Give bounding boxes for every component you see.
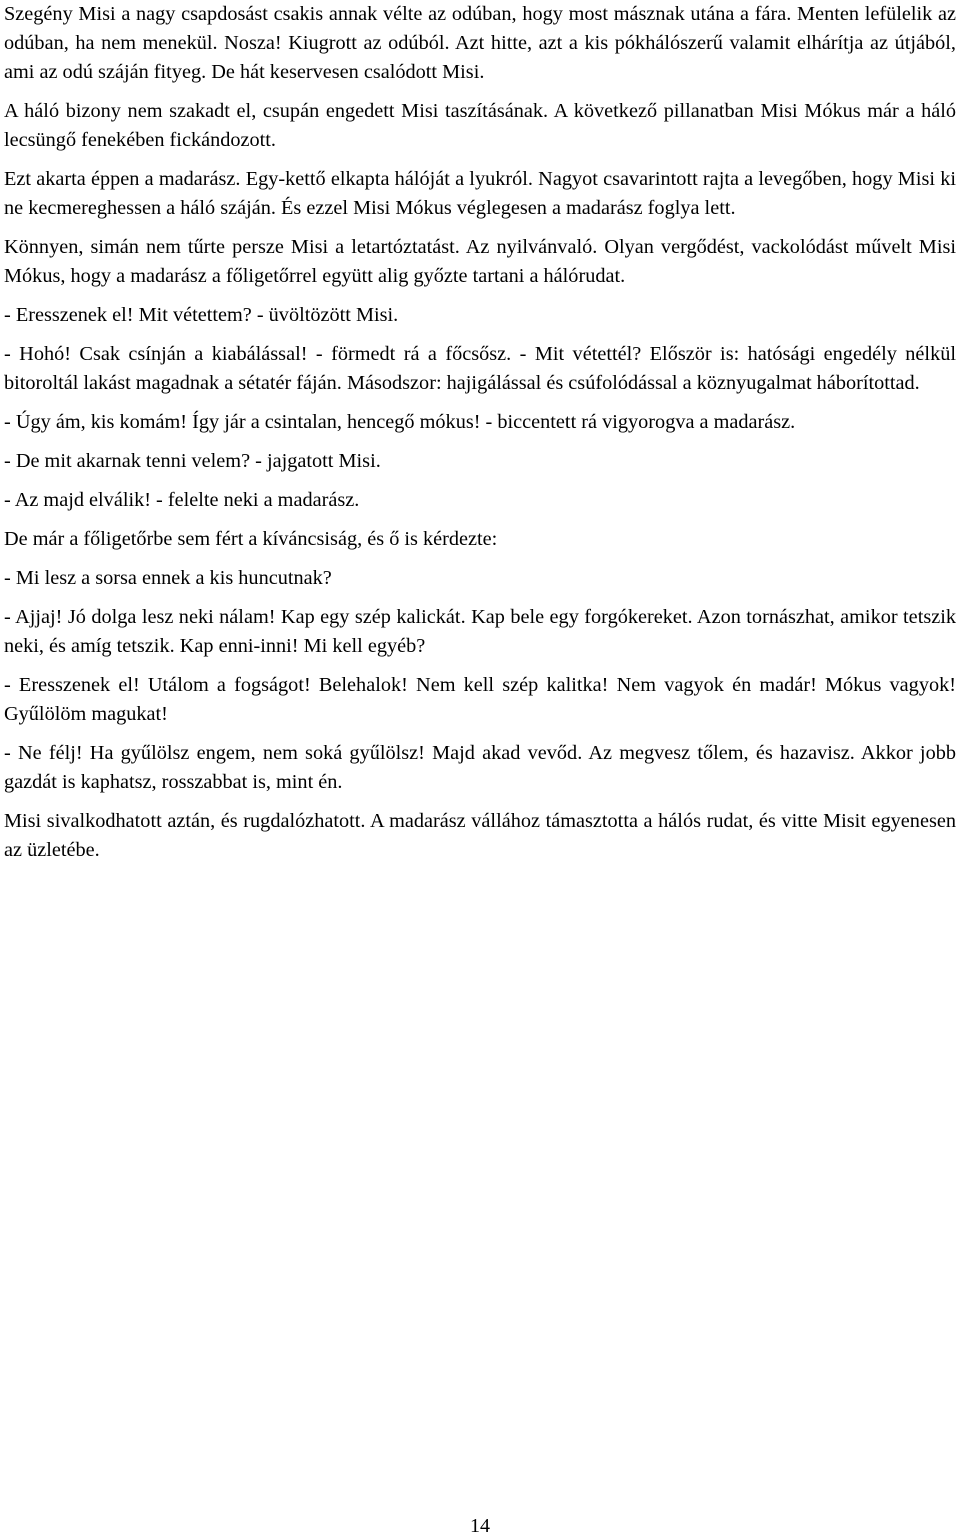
paragraph: Könnyen, simán nem tűrte persze Misi a letartóztatást. Az nyilvánvaló. Olyan vergődést, vackolódást művelt Misi Mókus, hogy a madarász a főligetőrrel együtt alig győzte tartani a hálórudat. xyxy=(4,236,956,287)
paragraph: - Mi lesz a sorsa ennek a kis huncutnak? xyxy=(4,567,332,589)
paragraph: De már a főligetőrbe sem fért a kíváncsiság, és ő is kérdezte: xyxy=(4,528,498,550)
paragraph: Szegény Misi a nagy csapdosást csakis annak vélte az odúban, hogy most másznak utána a fára. Menten lefülelik az odúban, ha nem menekül. Nosza! Kiugrott az odúból. Azt hitte, azt a kis pókhálószerű valamit elhárítja az útjából, ami az odú száján fityeg. De hát keservesen csalódott Misi. xyxy=(4,3,956,83)
paragraph: - Hohó! Csak csínján a kiabálással! - förmedt rá a főcsősz. - Mit vétettél? Először is: hatósági engedély nélkül bitoroltál lakást magadnak a sétatér fáján. Másodszor: hajigálással és csúfolódással a köznyugalmat háborítottad. xyxy=(4,343,956,394)
page-content xyxy=(4,0,956,875)
paragraph: - Eresszenek el! Mit vétettem? - üvöltözött Misi. xyxy=(4,304,399,326)
paragraph: - Úgy ám, kis komám! Így jár a csintalan, hencegő mókus! - biccentett rá vigyorogva a madarász. xyxy=(4,411,796,433)
paragraph: - Az majd elválik! - felelte neki a madarász. xyxy=(4,489,360,511)
paragraph: Misi sivalkodhatott aztán, és rugdalózhatott. A madarász vállához támasztotta a hálós rudat, és vitte Misit egyenesen az üzletébe. xyxy=(4,810,956,861)
paragraph: A háló bizony nem szakadt el, csupán engedett Misi taszításának. A következő pillanatban Misi Mókus már a háló lecsüngő fenekében fickándozott. xyxy=(4,100,956,151)
page-number: 14 xyxy=(470,1515,490,1537)
paragraph: - Ne félj! Ha gyűlölsz engem, nem soká gyűlölsz! Majd akad vevőd. Az megvesz tőlem, és hazavisz. Akkor jobb gazdát is kaphatsz, rosszabbat is, mint én. xyxy=(4,742,956,793)
paragraph: Ezt akarta éppen a madarász. Egy-kettő elkapta hálóját a lyukról. Nagyot csavarintott rajta a levegőben, hogy Misi ki ne kecmereghessen a háló száján. És ezzel Misi Mókus véglegesen a madarász foglya lett. xyxy=(4,168,956,219)
paragraph: - Eresszenek el! Utálom a fogságot! Belehalok! Nem kell szép kalitka! Nem vagyok én madár! Mókus vagyok! Gyűlölöm magukat! xyxy=(4,674,956,725)
paragraph: - Ajjaj! Jó dolga lesz neki nálam! Kap egy szép kalickát. Kap bele egy forgókereket. Azon tornászhat, amikor tetszik neki, és amíg tetszik. Kap enni-inni! Mi kell egyéb? xyxy=(4,606,956,657)
paragraph: - De mit akarnak tenni velem? - jajgatott Misi. xyxy=(4,450,381,472)
